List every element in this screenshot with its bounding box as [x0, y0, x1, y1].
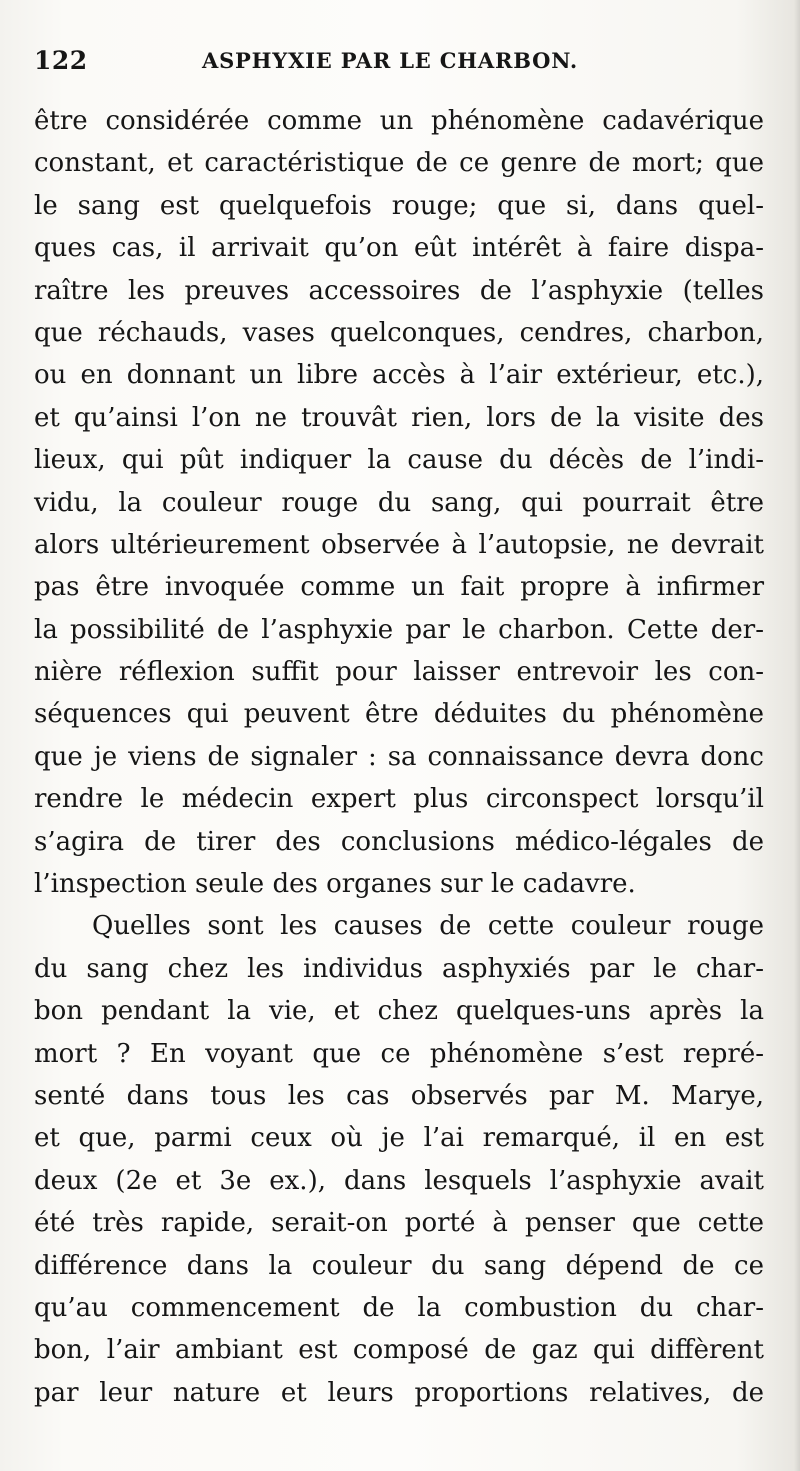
text-line: le sang est quelquefois rouge; que si, dans quel-	[34, 190, 764, 221]
text-line: qu’au commencement de la combustion du char-	[34, 1292, 764, 1323]
text-line: constant, et caractéristique de ce genre de mort; que	[34, 148, 764, 179]
body-text	[34, 100, 764, 1414]
text-line: et qu’ainsi l’on ne trouvât rien, lors de la visite des	[34, 402, 764, 433]
text-line: lieux, qui pût indiquer la cause du décès de l’indi-	[34, 445, 764, 476]
text-line: et que, parmi ceux où je l’ai remarqué, il en est	[34, 1123, 764, 1154]
text-line: raître les preuves accessoires de l’asphyxie (telles	[34, 275, 764, 306]
text-line: s’agira de tirer des conclusions médico-légales de	[34, 826, 764, 857]
text-line: ques cas, il arrivait qu’on eût intérêt à faire dispa-	[34, 233, 764, 264]
text-line: nière réflexion suffit pour laisser entrevoir les con-	[34, 657, 764, 688]
text-line: ou en donnant un libre accès à l’air extérieur, etc.),	[34, 360, 764, 391]
text-line: que je viens de signaler : sa connaissance devra donc	[34, 741, 764, 772]
page-number: 122	[34, 46, 88, 75]
text-line: vidu, la couleur rouge du sang, qui pourrait être	[34, 487, 764, 518]
running-title: ASPHYXIE PAR LE CHARBON.	[202, 48, 579, 73]
text-line: être considérée comme un phénomène cadavérique	[34, 106, 764, 136]
text-line: rendre le médecin expert plus circonspect lorsqu’il	[34, 784, 764, 815]
text-line: séquences qui peuvent être déduites du phénomène	[34, 699, 764, 730]
text-line: été très rapide, serait-on porté à penser que cette	[34, 1208, 764, 1239]
running-head	[34, 46, 764, 80]
text-line: bon, l’air ambiant est composé de gaz qui diffèrent	[34, 1335, 764, 1366]
text-line: par leur nature et leurs proportions relatives, de	[34, 1377, 764, 1408]
text-line: du sang chez les individus asphyxiés par le char-	[34, 953, 764, 984]
text-line: mort ? En voyant que ce phénomène s’est repré-	[34, 1038, 764, 1069]
text-line: différence dans la couleur du sang dépend de ce	[34, 1250, 764, 1281]
text-line: bon pendant la vie, et chez quelques-uns après la	[34, 996, 764, 1027]
text-line: alors ultérieurement observée à l’autopsie, ne devrait	[34, 529, 764, 560]
text-line: senté dans tous les cas observés par M. Marye,	[34, 1080, 764, 1111]
text-line: pas être invoquée comme un fait propre à infirmer	[34, 572, 764, 603]
text-line: que réchauds, vases quelconques, cendres, charbon,	[34, 317, 764, 348]
text-line: la possibilité de l’asphyxie par le charbon. Cette der-	[34, 614, 764, 645]
paragraph-first-line: Quelles sont les causes de cette couleur rouge	[92, 911, 764, 942]
text-line: deux (2e et 3e ex.), dans lesquels l’asphyxie avait	[34, 1165, 764, 1196]
text-line: l’inspection seule des organes sur le cadavre.	[34, 869, 636, 900]
